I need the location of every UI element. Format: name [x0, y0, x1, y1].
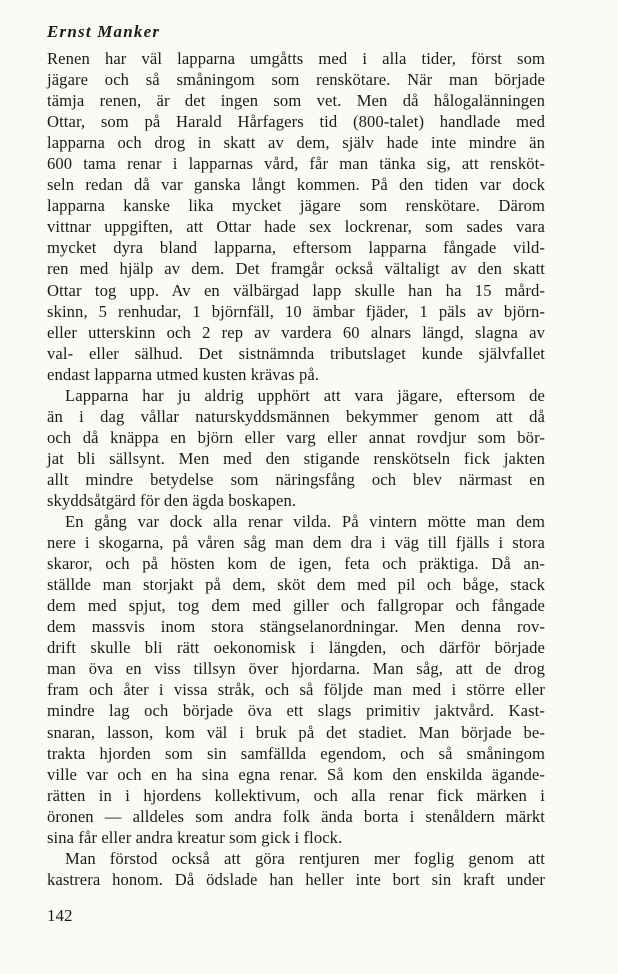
paragraph	[47, 848, 545, 890]
text-line: Renen har väl lapparna umgåtts med i alla tider, först som	[47, 49, 545, 68]
text-line: snaran, lasson, kom väl i bruk på det stadiet. Man började be-	[47, 722, 545, 742]
text-line: seln redan då var ganska långt kommen. På den tiden var dock	[47, 175, 545, 195]
text-line: vittnar uppgiften, att Ottar hade sex lockrenar, som sades vara	[47, 217, 545, 237]
text-line: lapparna kanske lika mycket jägare som renskötare. Därom	[47, 196, 545, 216]
text-line: sina får eller andra kreatur som gick i flock.	[47, 827, 343, 847]
text-line: lapparna och drog in skatt av dem, själv hade inte mindre än	[47, 133, 545, 153]
text-line: En gång var dock alla renar vilda. På vintern mötte man dem	[65, 512, 545, 532]
running-header-author: Ernst Manker	[47, 22, 161, 41]
text-line: skaror, och på hösten kom de igen, feta och präktiga. Då an-	[47, 554, 545, 574]
text-line: skinn, 5 renhudar, 1 björnfäll, 10 ämbar fjäder, 1 päls av björn-	[47, 301, 545, 321]
text-line: allt mindre betydelse som näringsfång och blev närmast en	[47, 469, 545, 489]
text-line: ställde man storjakt på dem, sköt dem med pil och båge, stack	[47, 575, 545, 595]
text-line: kastrera honom. Då ödslade han heller inte bort sin kraft under	[47, 869, 545, 889]
text-line: Man förstod också att göra rentjuren mer foglig genom att	[65, 848, 545, 868]
text-line: skyddsåtgärd för den ägda boskapen.	[47, 490, 297, 510]
text-line: Ottar, som på Harald Hårfagers tid (800-talet) handlade med	[47, 112, 545, 132]
text-line: och då knäppa en björn eller varg eller annat rovdjur som bör-	[47, 427, 545, 447]
text-line: jat bli sällsynt. Men med den stigande renskötseln fick jakten	[47, 448, 545, 468]
paragraph	[47, 511, 545, 848]
text-line: mycket dyra bland lapparna, eftersom lapparna fångade vild-	[47, 238, 545, 258]
text-line: än i dag vållar naturskyddsmännen bekymmer genom att då	[47, 406, 545, 426]
text-line: dem massvis inom stora stängselanordningar. Men denna rov-	[47, 617, 545, 637]
page-number: 142	[47, 906, 73, 925]
text-line: nere i skogarna, på våren såg man dem dra i väg till fjälls i stora	[47, 533, 545, 553]
text-line: Lapparna har ju aldrig upphört att vara jägare, eftersom de	[65, 385, 545, 405]
text-line: val- eller sälhud. Det sistnämnda tributslaget kunde självfallet	[47, 343, 545, 363]
text-line: mindre lag och började öva ett slags primitiv jaktvård. Kast-	[47, 701, 545, 721]
text-line: drift skulle bli rätt oekonomisk i längden, och därför började	[47, 638, 545, 658]
body-text	[47, 48, 545, 890]
text-line: fram och åter i vissa stråk, och så följde man med i större eller	[47, 680, 545, 700]
text-line: ville var och en ha sina egna renar. Så kom den enskilda ägande-	[47, 764, 545, 784]
paragraph	[47, 48, 545, 385]
text-line: ren med hjälp av dem. Det framgår också vältaligt av den skatt	[47, 259, 545, 279]
text-line: 600 tama renar i lapparnas vård, får man tänka sig, att rensköt-	[47, 154, 545, 174]
paragraph	[47, 385, 545, 511]
text-line: endast lapparna utmed kusten krävas på.	[47, 364, 320, 384]
text-line: eller utterskinn och 2 rep av vardera 60 alnars längd, slagna av	[47, 322, 545, 342]
text-line: dem med spjut, tog dem med giller och fallgropar och fångade	[47, 596, 545, 616]
text-line: man öva en viss tillsyn över hjordarna. Man såg, att de drog	[47, 659, 545, 679]
text-line: tämja renen, är det ingen som vet. Men då hålogalänningen	[47, 91, 545, 111]
text-line: trakta hjorden som sin samfällda egendom, och så småningom	[47, 743, 545, 763]
text-line: jägare och så småningom som renskötare. När man började	[47, 70, 545, 90]
text-line: öronen — alldeles som andra folk ända borta i stenåldern märkt	[47, 806, 545, 826]
text-line: rätten in i hjordens kollektivum, och alla renar fick märken i	[47, 785, 545, 805]
text-line: Ottar tog upp. Av en välbärgad lapp skulle han ha 15 mård-	[47, 280, 545, 300]
